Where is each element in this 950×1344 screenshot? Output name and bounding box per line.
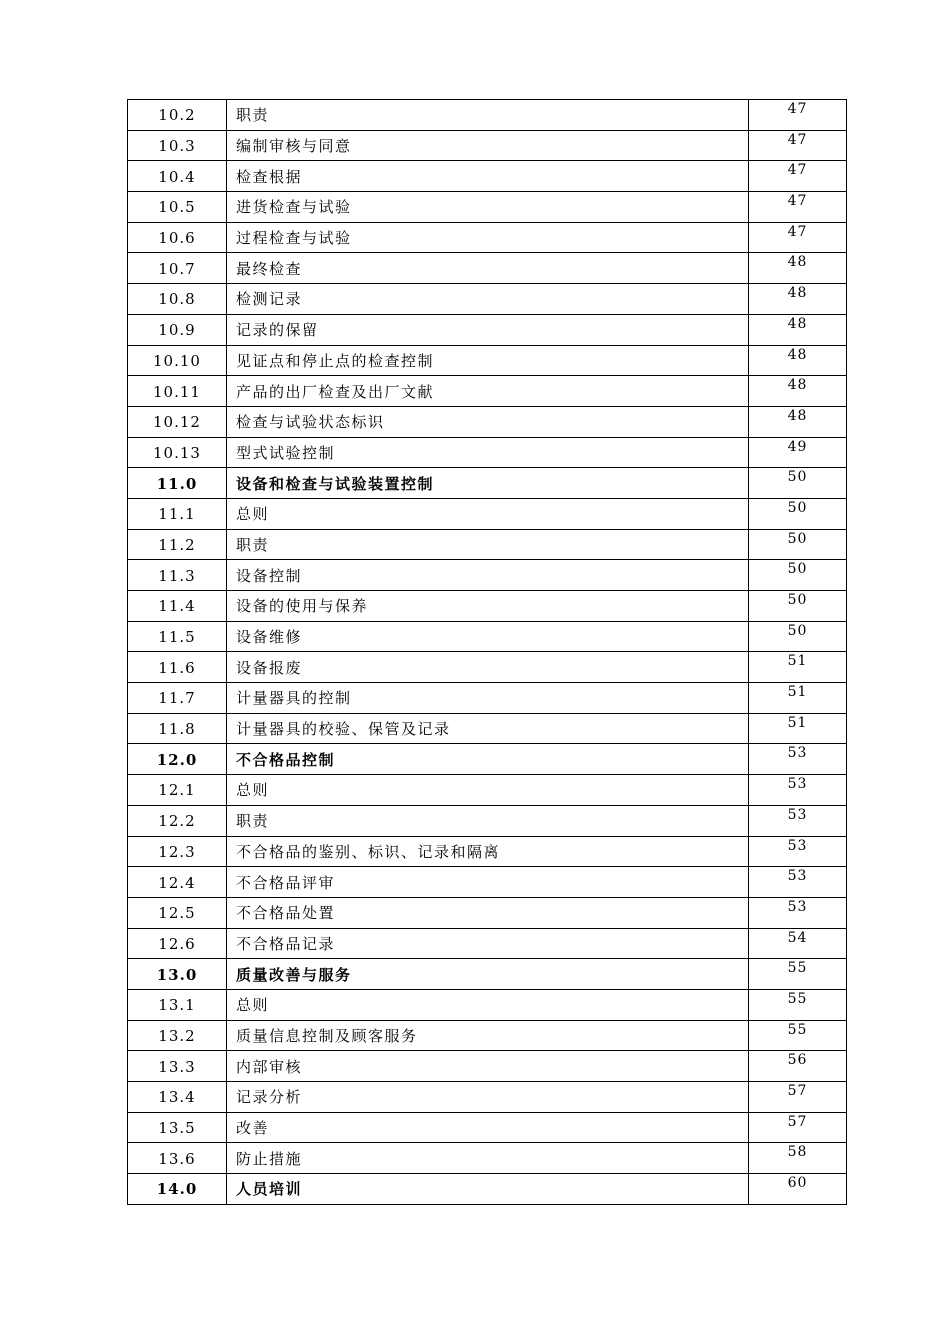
toc-page-number: 47 — [749, 192, 847, 223]
toc-row — [128, 130, 847, 161]
toc-row — [128, 192, 847, 223]
toc-section-title: 不合格品的鉴别、标识、记录和隔离 — [227, 836, 749, 867]
toc-section-number: 12.1 — [128, 775, 227, 806]
toc-section-number: 10.2 — [128, 100, 227, 131]
toc-page-number: 53 — [749, 836, 847, 867]
toc-row — [128, 775, 847, 806]
toc-page-number: 49 — [749, 437, 847, 468]
toc-section-number: 11.2 — [128, 529, 227, 560]
toc-page-number: 60 — [749, 1174, 847, 1205]
toc-row — [128, 161, 847, 192]
toc-page-number: 50 — [749, 498, 847, 529]
toc-section-number: 11.4 — [128, 591, 227, 622]
toc-section-number: 10.12 — [128, 406, 227, 437]
toc-row — [128, 897, 847, 928]
toc-section-title: 改善 — [227, 1112, 749, 1143]
toc-section-title: 设备报废 — [227, 652, 749, 683]
toc-row — [128, 376, 847, 407]
toc-section-title: 进货检查与试验 — [227, 192, 749, 223]
toc-page-number: 55 — [749, 1020, 847, 1051]
toc-section-number: 10.5 — [128, 192, 227, 223]
toc-section-title: 最终检查 — [227, 253, 749, 284]
toc-section-row — [128, 1174, 847, 1205]
toc-section-number: 11.8 — [128, 713, 227, 744]
toc-page-number: 48 — [749, 314, 847, 345]
toc-page-number: 51 — [749, 652, 847, 683]
toc-section-number: 13.6 — [128, 1143, 227, 1174]
toc-section-number: 12.2 — [128, 805, 227, 836]
toc-section-number: 11.6 — [128, 652, 227, 683]
toc-section-title: 职责 — [227, 529, 749, 560]
toc-row — [128, 1143, 847, 1174]
toc-page-number: 48 — [749, 406, 847, 437]
toc-page-number: 50 — [749, 529, 847, 560]
toc-section-title: 防止措施 — [227, 1143, 749, 1174]
toc-section-number: 13.4 — [128, 1082, 227, 1113]
toc-body — [128, 100, 847, 1205]
toc-page-number: 56 — [749, 1051, 847, 1082]
toc-page-number: 57 — [749, 1082, 847, 1113]
toc-section-title: 质量改善与服务 — [227, 959, 749, 990]
toc-section-number: 10.9 — [128, 314, 227, 345]
toc-page-number: 55 — [749, 989, 847, 1020]
toc-section-number: 10.4 — [128, 161, 227, 192]
toc-section-title: 计量器具的控制 — [227, 683, 749, 714]
toc-section-title: 人员培训 — [227, 1174, 749, 1205]
toc-section-number: 11.5 — [128, 621, 227, 652]
toc-section-title: 不合格品处置 — [227, 897, 749, 928]
toc-section-number: 12.0 — [128, 744, 227, 775]
toc-row — [128, 284, 847, 315]
toc-page-number: 48 — [749, 253, 847, 284]
toc-page-number: 48 — [749, 284, 847, 315]
toc-row — [128, 805, 847, 836]
toc-section-title: 型式试验控制 — [227, 437, 749, 468]
toc-row — [128, 437, 847, 468]
toc-section-number: 14.0 — [128, 1174, 227, 1205]
toc-section-title: 计量器具的校验、保管及记录 — [227, 713, 749, 744]
toc-page-number: 48 — [749, 376, 847, 407]
toc-section-number: 12.3 — [128, 836, 227, 867]
toc-row — [128, 621, 847, 652]
toc-section-row — [128, 744, 847, 775]
toc-page-number: 51 — [749, 683, 847, 714]
toc-section-title: 职责 — [227, 805, 749, 836]
toc-page-number: 58 — [749, 1143, 847, 1174]
toc-row — [128, 683, 847, 714]
toc-page-number: 47 — [749, 222, 847, 253]
toc-page-number: 47 — [749, 100, 847, 131]
toc-table — [127, 99, 847, 1205]
toc-section-title: 检查与试验状态标识 — [227, 406, 749, 437]
toc-page-number: 53 — [749, 867, 847, 898]
toc-section-number: 11.3 — [128, 560, 227, 591]
toc-section-title: 总则 — [227, 498, 749, 529]
toc-section-title: 不合格品记录 — [227, 928, 749, 959]
toc-page-number: 47 — [749, 161, 847, 192]
toc-section-title: 过程检查与试验 — [227, 222, 749, 253]
toc-row — [128, 928, 847, 959]
toc-row — [128, 1020, 847, 1051]
toc-section-number: 13.0 — [128, 959, 227, 990]
toc-section-title: 内部审核 — [227, 1051, 749, 1082]
toc-section-title: 设备和检查与试验装置控制 — [227, 468, 749, 499]
toc-section-title: 不合格品控制 — [227, 744, 749, 775]
toc-section-title: 记录分析 — [227, 1082, 749, 1113]
toc-row — [128, 713, 847, 744]
toc-section-title: 设备控制 — [227, 560, 749, 591]
toc-section-title: 质量信息控制及顾客服务 — [227, 1020, 749, 1051]
toc-row — [128, 652, 847, 683]
toc-section-number: 13.2 — [128, 1020, 227, 1051]
toc-section-row — [128, 959, 847, 990]
toc-section-title: 产品的出厂检查及出厂文献 — [227, 376, 749, 407]
toc-row — [128, 1082, 847, 1113]
toc-section-number: 12.5 — [128, 897, 227, 928]
toc-section-title: 设备维修 — [227, 621, 749, 652]
toc-page-number: 51 — [749, 713, 847, 744]
toc-row — [128, 100, 847, 131]
toc-section-number: 10.10 — [128, 345, 227, 376]
toc-row — [128, 867, 847, 898]
toc-page-number: 54 — [749, 928, 847, 959]
toc-section-title: 设备的使用与保养 — [227, 591, 749, 622]
toc-row — [128, 529, 847, 560]
toc-section-number: 11.1 — [128, 498, 227, 529]
toc-section-title: 职责 — [227, 100, 749, 131]
toc-section-number: 10.8 — [128, 284, 227, 315]
toc-page-number: 57 — [749, 1112, 847, 1143]
toc-section-number: 13.1 — [128, 989, 227, 1020]
toc-page-number: 53 — [749, 775, 847, 806]
toc-row — [128, 345, 847, 376]
toc-row — [128, 314, 847, 345]
toc-section-number: 10.6 — [128, 222, 227, 253]
toc-page-number: 47 — [749, 130, 847, 161]
toc-page-number: 53 — [749, 744, 847, 775]
toc-section-number: 12.6 — [128, 928, 227, 959]
toc-row — [128, 1051, 847, 1082]
toc-row — [128, 253, 847, 284]
toc-section-number: 13.5 — [128, 1112, 227, 1143]
toc-page-number: 53 — [749, 897, 847, 928]
toc-row — [128, 1112, 847, 1143]
toc-section-title: 编制审核与同意 — [227, 130, 749, 161]
toc-page-number: 50 — [749, 468, 847, 499]
toc-page-number: 50 — [749, 621, 847, 652]
toc-page-number: 48 — [749, 345, 847, 376]
toc-row — [128, 989, 847, 1020]
toc-section-number: 11.0 — [128, 468, 227, 499]
toc-section-number: 10.7 — [128, 253, 227, 284]
toc-page-number: 50 — [749, 560, 847, 591]
toc-row — [128, 560, 847, 591]
toc-row — [128, 222, 847, 253]
toc-section-number: 10.13 — [128, 437, 227, 468]
toc-row — [128, 498, 847, 529]
toc-section-title: 不合格品评审 — [227, 867, 749, 898]
toc-section-row — [128, 468, 847, 499]
toc-section-title: 总则 — [227, 775, 749, 806]
toc-section-title: 检测记录 — [227, 284, 749, 315]
toc-section-title: 记录的保留 — [227, 314, 749, 345]
toc-section-number: 10.3 — [128, 130, 227, 161]
toc-section-number: 12.4 — [128, 867, 227, 898]
toc-page-number: 53 — [749, 805, 847, 836]
toc-section-number: 13.3 — [128, 1051, 227, 1082]
toc-row — [128, 591, 847, 622]
toc-page-number: 55 — [749, 959, 847, 990]
toc-section-title: 总则 — [227, 989, 749, 1020]
toc-section-title: 见证点和停止点的检查控制 — [227, 345, 749, 376]
toc-section-title: 检查根据 — [227, 161, 749, 192]
toc-row — [128, 406, 847, 437]
toc-section-number: 11.7 — [128, 683, 227, 714]
toc-page-number: 50 — [749, 591, 847, 622]
toc-row — [128, 836, 847, 867]
toc-section-number: 10.11 — [128, 376, 227, 407]
